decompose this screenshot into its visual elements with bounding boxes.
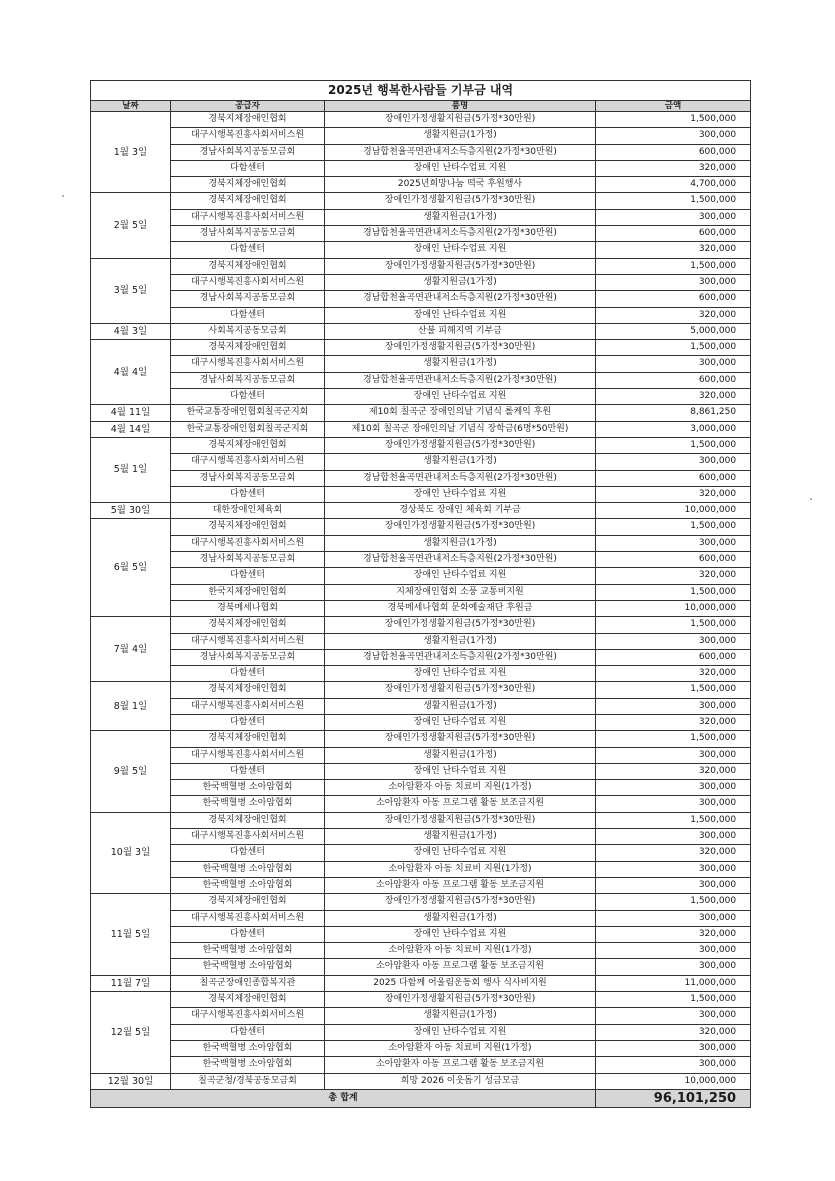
table-row xyxy=(91,291,751,307)
table-row xyxy=(91,340,751,356)
supplier-cell: 한국지체장애인협회 xyxy=(171,584,325,600)
amount-cell: 300,000 xyxy=(596,128,751,144)
table-row xyxy=(91,959,751,975)
item-cell: 생활지원금(1가정) xyxy=(325,910,596,926)
amount-cell: 300,000 xyxy=(596,780,751,796)
table-row xyxy=(91,910,751,926)
header-item: 품명 xyxy=(325,101,596,112)
supplier-cell: 대구시행복진흥사회서비스원 xyxy=(171,209,325,225)
date-cell: 5월 30일 xyxy=(91,503,171,519)
supplier-cell: 한국백혈병 소아암협회 xyxy=(171,877,325,893)
item-cell: 장애인 난타수업료 지원 xyxy=(325,307,596,323)
document-title: 2025년 행복한사람들 기부금 내역 xyxy=(91,81,751,101)
supplier-cell: 다함센터 xyxy=(171,568,325,584)
header-date: 날짜 xyxy=(91,101,171,112)
table-row xyxy=(91,584,751,600)
amount-cell: 320,000 xyxy=(596,845,751,861)
supplier-cell: 한국백혈병 소아암협회 xyxy=(171,943,325,959)
supplier-cell: 한국백혈병 소아암협회 xyxy=(171,1057,325,1073)
amount-cell: 320,000 xyxy=(596,160,751,176)
item-cell: 경남합천율곡면관내저소득층지원(2가정*30만원) xyxy=(325,552,596,568)
supplier-cell: 대구시행복진흥사회서비스원 xyxy=(171,747,325,763)
table-row xyxy=(91,698,751,714)
supplier-cell: 대구시행복진흥사회서비스원 xyxy=(171,274,325,290)
item-cell: 2025 다함께 어울림운동회 행사 식사비지원 xyxy=(325,975,596,991)
table-row xyxy=(91,486,751,502)
table-row xyxy=(91,780,751,796)
table-row xyxy=(91,356,751,372)
item-cell: 제10회 칠곡군 장애인의날 기념식 장학금(6명*50만원) xyxy=(325,421,596,437)
item-cell: 소아암환자 아동 치료비 지원(1가정) xyxy=(325,780,596,796)
amount-cell: 300,000 xyxy=(596,1008,751,1024)
supplier-cell: 경북지체장애인협회 xyxy=(171,258,325,274)
table-row xyxy=(91,829,751,845)
amount-cell: 300,000 xyxy=(596,454,751,470)
table-row xyxy=(91,845,751,861)
amount-cell: 1,500,000 xyxy=(596,682,751,698)
amount-cell: 300,000 xyxy=(596,796,751,812)
supplier-cell: 경북지체장애인협회 xyxy=(171,177,325,193)
supplier-cell: 대구시행복진흥사회서비스원 xyxy=(171,1008,325,1024)
item-cell: 장애인가정생활지원금(5가정*30만원) xyxy=(325,193,596,209)
item-cell: 생활지원금(1가정) xyxy=(325,1008,596,1024)
supplier-cell: 경북지체장애인협회 xyxy=(171,112,325,128)
supplier-cell: 한국백혈병 소아암협회 xyxy=(171,796,325,812)
table-row xyxy=(91,323,751,339)
supplier-cell: 경북지체장애인협회 xyxy=(171,193,325,209)
table-row xyxy=(91,714,751,730)
amount-cell: 300,000 xyxy=(596,209,751,225)
supplier-cell: 다함센터 xyxy=(171,666,325,682)
supplier-cell: 대구시행복진흥사회서비스원 xyxy=(171,454,325,470)
supplier-cell: 대구시행복진흥사회서비스원 xyxy=(171,829,325,845)
supplier-cell: 경북지체장애인협회 xyxy=(171,731,325,747)
table-row xyxy=(91,437,751,453)
supplier-cell: 대구시행복진흥사회서비스원 xyxy=(171,128,325,144)
item-cell: 경북메세나협회 문화예술재단 후원금 xyxy=(325,600,596,616)
date-cell: 2월 5일 xyxy=(91,193,171,258)
table-row xyxy=(91,747,751,763)
amount-cell: 300,000 xyxy=(596,633,751,649)
supplier-cell: 경남사회복지공동모금회 xyxy=(171,470,325,486)
date-cell: 3월 5일 xyxy=(91,258,171,323)
amount-cell: 3,000,000 xyxy=(596,421,751,437)
item-cell: 제10회 칠곡군 장애인의날 기념식 롤케익 후원 xyxy=(325,405,596,421)
date-cell: 4월 11일 xyxy=(91,405,171,421)
donation-table xyxy=(90,80,751,1108)
table-row xyxy=(91,926,751,942)
item-cell: 생활지원금(1가정) xyxy=(325,829,596,845)
item-cell: 경상북도 장애인 체육회 기부금 xyxy=(325,503,596,519)
table-row xyxy=(91,372,751,388)
table-row xyxy=(91,112,751,128)
supplier-cell: 경북지체장애인협회 xyxy=(171,340,325,356)
amount-cell: 1,500,000 xyxy=(596,894,751,910)
amount-cell: 320,000 xyxy=(596,763,751,779)
table-row xyxy=(91,992,751,1008)
item-cell: 장애인가정생활지원금(5가정*30만원) xyxy=(325,258,596,274)
supplier-cell: 대구시행복진흥사회서비스원 xyxy=(171,535,325,551)
amount-cell: 320,000 xyxy=(596,568,751,584)
item-cell: 장애인 난타수업료 지원 xyxy=(325,1024,596,1040)
table-row xyxy=(91,1040,751,1056)
table-row xyxy=(91,454,751,470)
supplier-cell: 다함센터 xyxy=(171,1024,325,1040)
amount-cell: 600,000 xyxy=(596,372,751,388)
table-row xyxy=(91,731,751,747)
item-cell: 장애인 난타수업료 지원 xyxy=(325,242,596,258)
item-cell: 경남합천율곡면관내저소득층지원(2가정*30만원) xyxy=(325,291,596,307)
total-amount: 96,101,250 xyxy=(596,1089,751,1107)
supplier-cell: 한국백혈병 소아암협회 xyxy=(171,1040,325,1056)
item-cell: 장애인가정생활지원금(5가정*30만원) xyxy=(325,894,596,910)
amount-cell: 4,700,000 xyxy=(596,177,751,193)
item-cell: 장애인가정생활지원금(5가정*30만원) xyxy=(325,617,596,633)
table-row xyxy=(91,877,751,893)
supplier-cell: 경북지체장애인협회 xyxy=(171,519,325,535)
supplier-cell: 경북지체장애인협회 xyxy=(171,992,325,1008)
item-cell: 장애인 난타수업료 지원 xyxy=(325,763,596,779)
supplier-cell: 경북메세나협회 xyxy=(171,600,325,616)
table-row xyxy=(91,160,751,176)
supplier-cell: 경남사회복지공동모금회 xyxy=(171,552,325,568)
amount-cell: 300,000 xyxy=(596,959,751,975)
scan-speck xyxy=(62,195,64,197)
table-row xyxy=(91,144,751,160)
header-row xyxy=(91,101,751,112)
amount-cell: 600,000 xyxy=(596,226,751,242)
amount-cell: 10,000,000 xyxy=(596,503,751,519)
item-cell: 장애인가정생활지원금(5가정*30만원) xyxy=(325,731,596,747)
amount-cell: 320,000 xyxy=(596,714,751,730)
table-row xyxy=(91,1057,751,1073)
item-cell: 소아암환자 아동 치료비 지원(1가정) xyxy=(325,943,596,959)
supplier-cell: 다함센터 xyxy=(171,926,325,942)
amount-cell: 320,000 xyxy=(596,926,751,942)
item-cell: 생활지원금(1가정) xyxy=(325,747,596,763)
supplier-cell: 다함센터 xyxy=(171,763,325,779)
amount-cell: 320,000 xyxy=(596,666,751,682)
amount-cell: 5,000,000 xyxy=(596,323,751,339)
date-cell: 12월 30일 xyxy=(91,1073,171,1089)
supplier-cell: 한국교통장애인협회칠곡군지회 xyxy=(171,405,325,421)
table-row xyxy=(91,519,751,535)
scan-speck xyxy=(810,498,812,500)
item-cell: 소아암환자 아동 프로그램 활동 보조금지원 xyxy=(325,877,596,893)
table-row xyxy=(91,682,751,698)
amount-cell: 300,000 xyxy=(596,1057,751,1073)
supplier-cell: 경남사회복지공동모금회 xyxy=(171,144,325,160)
item-cell: 생활지원금(1가정) xyxy=(325,454,596,470)
amount-cell: 300,000 xyxy=(596,747,751,763)
supplier-cell: 경북지체장애인협회 xyxy=(171,812,325,828)
amount-cell: 1,500,000 xyxy=(596,258,751,274)
item-cell: 장애인 난타수업료 지원 xyxy=(325,160,596,176)
item-cell: 장애인 난타수업료 지원 xyxy=(325,666,596,682)
amount-cell: 300,000 xyxy=(596,1040,751,1056)
item-cell: 소아암환자 아동 치료비 지원(1가정) xyxy=(325,1040,596,1056)
item-cell: 생활지원금(1가정) xyxy=(325,356,596,372)
table-row xyxy=(91,894,751,910)
item-cell: 생활지원금(1가정) xyxy=(325,633,596,649)
table-row xyxy=(91,600,751,616)
item-cell: 장애인 난타수업료 지원 xyxy=(325,486,596,502)
amount-cell: 600,000 xyxy=(596,144,751,160)
amount-cell: 1,500,000 xyxy=(596,193,751,209)
amount-cell: 300,000 xyxy=(596,877,751,893)
amount-cell: 320,000 xyxy=(596,486,751,502)
table-row xyxy=(91,503,751,519)
table-row xyxy=(91,1008,751,1024)
date-cell: 4월 14일 xyxy=(91,421,171,437)
amount-cell: 1,500,000 xyxy=(596,112,751,128)
table-row xyxy=(91,1024,751,1040)
supplier-cell: 다함센터 xyxy=(171,389,325,405)
title-row xyxy=(91,81,751,101)
supplier-cell: 한국교통장애인협회칠곡군지회 xyxy=(171,421,325,437)
donation-table-body xyxy=(91,81,751,1108)
supplier-cell: 경북지체장애인협회 xyxy=(171,894,325,910)
amount-cell: 1,500,000 xyxy=(596,340,751,356)
item-cell: 생활지원금(1가정) xyxy=(325,535,596,551)
amount-cell: 8,861,250 xyxy=(596,405,751,421)
amount-cell: 300,000 xyxy=(596,943,751,959)
item-cell: 소아암환자 아동 프로그램 활동 보조금지원 xyxy=(325,959,596,975)
supplier-cell: 한국백혈병 소아암협회 xyxy=(171,861,325,877)
supplier-cell: 경남사회복지공동모금회 xyxy=(171,291,325,307)
amount-cell: 300,000 xyxy=(596,861,751,877)
item-cell: 지체장애인협회 소풍 교통비지원 xyxy=(325,584,596,600)
table-row xyxy=(91,633,751,649)
amount-cell: 300,000 xyxy=(596,274,751,290)
item-cell: 장애인가정생활지원금(5가정*30만원) xyxy=(325,437,596,453)
supplier-cell: 경남사회복지공동모금회 xyxy=(171,372,325,388)
amount-cell: 1,500,000 xyxy=(596,617,751,633)
item-cell: 장애인 난타수업료 지원 xyxy=(325,926,596,942)
amount-cell: 320,000 xyxy=(596,389,751,405)
item-cell: 경남합천율곡면관내저소득층지원(2가정*30만원) xyxy=(325,144,596,160)
header-amount: 금액 xyxy=(596,101,751,112)
table-row xyxy=(91,568,751,584)
supplier-cell: 대구시행복진흥사회서비스원 xyxy=(171,633,325,649)
table-row xyxy=(91,307,751,323)
date-cell: 6월 5일 xyxy=(91,519,171,617)
table-row xyxy=(91,861,751,877)
table-row xyxy=(91,943,751,959)
date-cell: 4월 3일 xyxy=(91,323,171,339)
item-cell: 경남합천율곡면관내저소득층지원(2가정*30만원) xyxy=(325,649,596,665)
amount-cell: 320,000 xyxy=(596,307,751,323)
header-supplier: 공급자 xyxy=(171,101,325,112)
table-row xyxy=(91,389,751,405)
table-row xyxy=(91,274,751,290)
supplier-cell: 경북지체장애인협회 xyxy=(171,437,325,453)
item-cell: 희망 2026 이웃돕기 성금모금 xyxy=(325,1073,596,1089)
supplier-cell: 다함센터 xyxy=(171,160,325,176)
item-cell: 경남합천율곡면관내저소득층지원(2가정*30만원) xyxy=(325,226,596,242)
supplier-cell: 칠곡군청/경북공동모금회 xyxy=(171,1073,325,1089)
item-cell: 2025년희망나눔 떡국 후원행사 xyxy=(325,177,596,193)
table-row xyxy=(91,242,751,258)
date-cell: 12월 5일 xyxy=(91,992,171,1073)
item-cell: 생활지원금(1가정) xyxy=(325,698,596,714)
item-cell: 생활지원금(1가정) xyxy=(325,209,596,225)
supplier-cell: 한국백혈병 소아암협회 xyxy=(171,780,325,796)
item-cell: 장애인가정생활지원금(5가정*30만원) xyxy=(325,340,596,356)
item-cell: 경남합천율곡면관내저소득층지원(2가정*30만원) xyxy=(325,372,596,388)
amount-cell: 1,500,000 xyxy=(596,584,751,600)
table-row xyxy=(91,258,751,274)
date-cell: 9월 5일 xyxy=(91,731,171,812)
item-cell: 장애인 난타수업료 지원 xyxy=(325,845,596,861)
date-cell: 1월 3일 xyxy=(91,112,171,193)
total-row xyxy=(91,1089,751,1107)
amount-cell: 600,000 xyxy=(596,552,751,568)
item-cell: 장애인 난타수업료 지원 xyxy=(325,714,596,730)
amount-cell: 10,000,000 xyxy=(596,1073,751,1089)
amount-cell: 320,000 xyxy=(596,1024,751,1040)
table-row xyxy=(91,470,751,486)
table-row xyxy=(91,617,751,633)
supplier-cell: 경북지체장애인협회 xyxy=(171,682,325,698)
supplier-cell: 경북지체장애인협회 xyxy=(171,617,325,633)
table-row xyxy=(91,177,751,193)
table-row xyxy=(91,421,751,437)
amount-cell: 1,500,000 xyxy=(596,519,751,535)
supplier-cell: 대구시행복진흥사회서비스원 xyxy=(171,698,325,714)
item-cell: 장애인 난타수업료 지원 xyxy=(325,389,596,405)
supplier-cell: 사회복지공동모금회 xyxy=(171,323,325,339)
table-row xyxy=(91,812,751,828)
table-row xyxy=(91,209,751,225)
table-row xyxy=(91,666,751,682)
table-row xyxy=(91,763,751,779)
item-cell: 장애인가정생활지원금(5가정*30만원) xyxy=(325,112,596,128)
item-cell: 소아암환자 아동 프로그램 활동 보조금지원 xyxy=(325,1057,596,1073)
amount-cell: 1,500,000 xyxy=(596,731,751,747)
table-row xyxy=(91,975,751,991)
item-cell: 생활지원금(1가정) xyxy=(325,274,596,290)
date-cell: 8월 1일 xyxy=(91,682,171,731)
total-label: 총 합계 xyxy=(91,1089,596,1107)
date-cell: 5월 1일 xyxy=(91,437,171,502)
supplier-cell: 대구시행복진흥사회서비스원 xyxy=(171,910,325,926)
table-row xyxy=(91,1073,751,1089)
item-cell: 장애인 난타수업료 지원 xyxy=(325,568,596,584)
supplier-cell: 경남사회복지공동모금회 xyxy=(171,226,325,242)
date-cell: 7월 4일 xyxy=(91,617,171,682)
amount-cell: 1,500,000 xyxy=(596,812,751,828)
item-cell: 장애인가정생활지원금(5가정*30만원) xyxy=(325,682,596,698)
supplier-cell: 다함센터 xyxy=(171,307,325,323)
amount-cell: 600,000 xyxy=(596,470,751,486)
table-row xyxy=(91,405,751,421)
table-row xyxy=(91,535,751,551)
amount-cell: 300,000 xyxy=(596,910,751,926)
item-cell: 장애인가정생활지원금(5가정*30만원) xyxy=(325,992,596,1008)
supplier-cell: 경남사회복지공동모금회 xyxy=(171,649,325,665)
table-row xyxy=(91,649,751,665)
table-row xyxy=(91,552,751,568)
amount-cell: 600,000 xyxy=(596,649,751,665)
amount-cell: 1,500,000 xyxy=(596,437,751,453)
table-row xyxy=(91,226,751,242)
amount-cell: 300,000 xyxy=(596,356,751,372)
table-row xyxy=(91,796,751,812)
amount-cell: 300,000 xyxy=(596,698,751,714)
supplier-cell: 다함센터 xyxy=(171,242,325,258)
supplier-cell: 다함센터 xyxy=(171,714,325,730)
table-row xyxy=(91,128,751,144)
amount-cell: 10,000,000 xyxy=(596,600,751,616)
item-cell: 장애인가정생활지원금(5가정*30만원) xyxy=(325,519,596,535)
item-cell: 소아암환자 아동 치료비 지원(1가정) xyxy=(325,861,596,877)
supplier-cell: 대구시행복진흥사회서비스원 xyxy=(171,356,325,372)
supplier-cell: 다함센터 xyxy=(171,845,325,861)
amount-cell: 300,000 xyxy=(596,829,751,845)
item-cell: 소아암환자 아동 프로그램 활동 보조금지원 xyxy=(325,796,596,812)
amount-cell: 320,000 xyxy=(596,242,751,258)
date-cell: 11월 7일 xyxy=(91,975,171,991)
item-cell: 생활지원금(1가정) xyxy=(325,128,596,144)
item-cell: 경남합천율곡면관내저소득층지원(2가정*30만원) xyxy=(325,470,596,486)
item-cell: 장애인가정생활지원금(5가정*30만원) xyxy=(325,812,596,828)
amount-cell: 1,500,000 xyxy=(596,992,751,1008)
table-row xyxy=(91,193,751,209)
date-cell: 11월 5일 xyxy=(91,894,171,975)
supplier-cell: 한국백혈병 소아암협회 xyxy=(171,959,325,975)
amount-cell: 11,000,000 xyxy=(596,975,751,991)
supplier-cell: 칠곡군장애인종합복지관 xyxy=(171,975,325,991)
amount-cell: 300,000 xyxy=(596,535,751,551)
item-cell: 산불 피해지역 기부금 xyxy=(325,323,596,339)
date-cell: 10월 3일 xyxy=(91,812,171,893)
date-cell: 4월 4일 xyxy=(91,340,171,405)
supplier-cell: 다함센터 xyxy=(171,486,325,502)
supplier-cell: 대한장애인체육회 xyxy=(171,503,325,519)
amount-cell: 600,000 xyxy=(596,291,751,307)
